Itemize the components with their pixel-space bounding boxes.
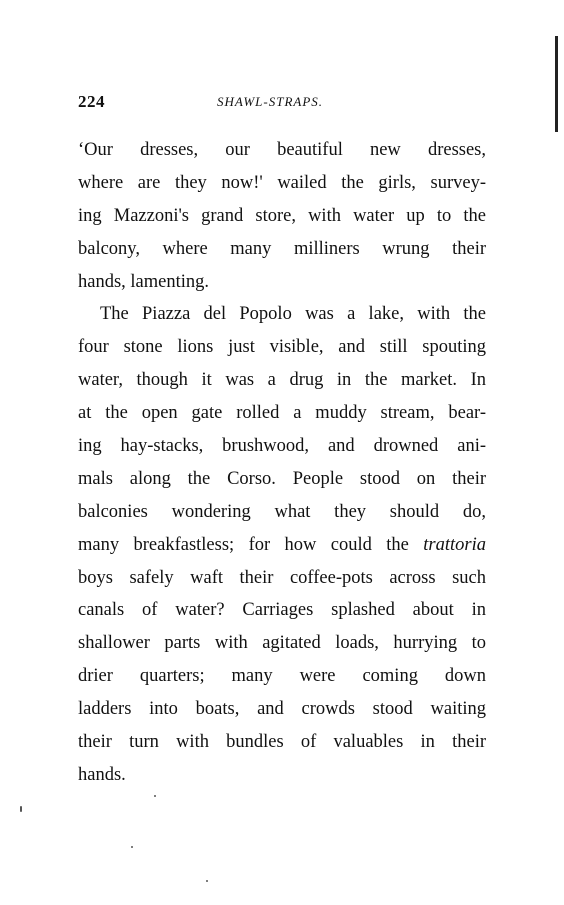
text-line: ing Mazzoni's grand store, with water up to the xyxy=(78,205,486,226)
text-line: their turn with bundles of valuables in their xyxy=(78,732,486,753)
text-line: ‘Our dresses, our beautiful new dresses, xyxy=(78,140,486,160)
text-line: many breakfastless; for how could the trattoria xyxy=(78,534,486,555)
text-line: hands, lamenting. xyxy=(78,271,210,292)
scan-speck xyxy=(154,795,156,797)
text-line: shallower parts with agitated loads, hurrying to xyxy=(78,633,486,654)
scan-speck xyxy=(20,806,22,812)
text-line: hands. xyxy=(78,764,126,785)
text-line: mals along the Corso. People stood on their xyxy=(78,468,486,489)
page-edge-mark xyxy=(555,36,558,132)
page-number: 224 xyxy=(78,92,105,111)
text-line: balconies wondering what they should do, xyxy=(78,501,486,522)
text-line: ladders into boats, and crowds stood waiting xyxy=(78,699,486,720)
text-line: canals of water? Carriages splashed about in xyxy=(78,600,486,621)
running-title: SHAWL-STRAPS. xyxy=(217,94,324,109)
text-line: The Piazza del Popolo was a lake, with the xyxy=(100,304,486,325)
text-line: ing hay-stacks, brushwood, and drowned ani- xyxy=(78,436,486,457)
text-line: drier quarters; many were coming down xyxy=(78,666,486,687)
body-text xyxy=(78,134,486,792)
text-line: four stone lions just visible, and still spouting xyxy=(78,337,486,358)
scan-speck xyxy=(206,880,208,882)
text-line: water, though it was a drug in the market. In xyxy=(78,370,486,391)
page-header xyxy=(78,92,488,116)
scan-speck xyxy=(131,846,133,848)
text-line: where are they now!' wailed the girls, survey- xyxy=(78,172,486,193)
text-line: boys safely waft their coffee-pots across such xyxy=(78,567,486,588)
text-line: at the open gate rolled a muddy stream, bear- xyxy=(78,403,486,424)
text-line: balcony, where many milliners wrung their xyxy=(78,238,486,259)
italic-word: trattoria xyxy=(423,534,486,555)
